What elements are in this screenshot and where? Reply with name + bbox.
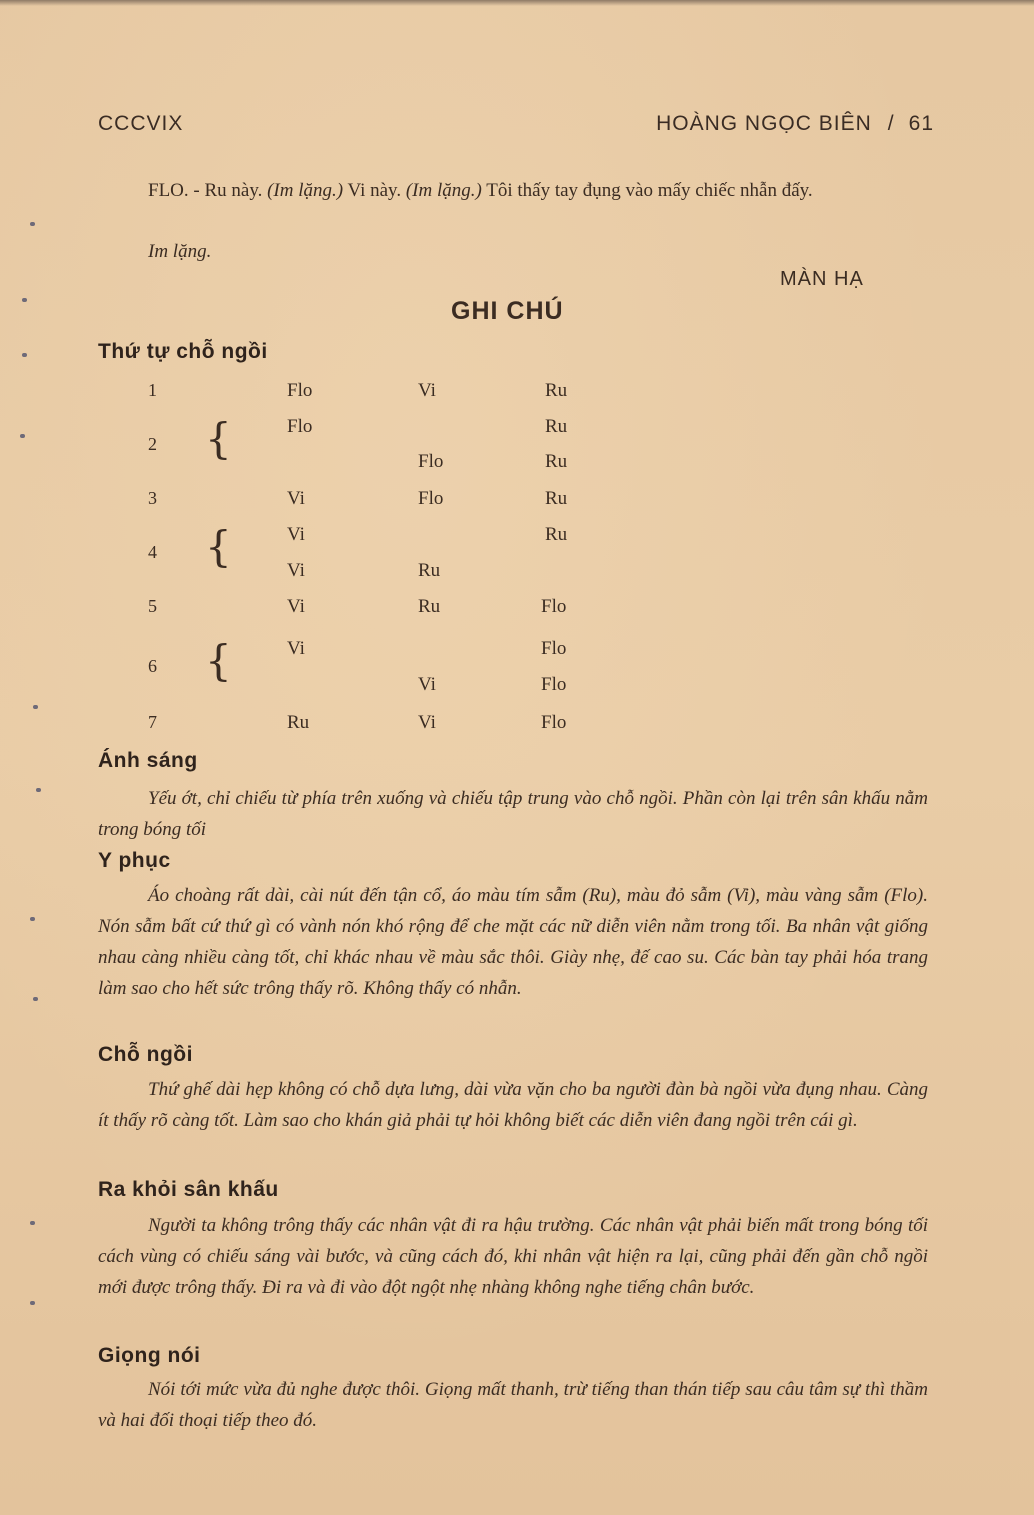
seat-cell: Ru	[545, 451, 568, 472]
margin-mark	[22, 353, 27, 357]
seat-cell: Vi	[287, 488, 305, 509]
seat-row-number: 5	[148, 596, 157, 616]
seat-cell: Vi	[418, 674, 436, 695]
exit-text: Người ta không trông thấy các nhân vật đi ra hậu trường. Các nhân vật phải biến mất trong bóng tối cách vùng có chiếu sáng vài bước, và cũng cách đó, khi nhân vật hiện ra lại, cũng phải đến gần chỗ ngồi mới được trông thấy. Đi ra và đi vào đột ngột nhẹ nhàng không nghe tiếng chân bước.	[98, 1215, 928, 1298]
margin-mark	[30, 1301, 35, 1305]
seat-cell: Flo	[287, 380, 313, 401]
running-header-left: CCCVIX	[98, 112, 184, 135]
seat-row-number: 6	[148, 656, 157, 676]
seat-row-number: 2	[148, 433, 157, 454]
seat-cell: Vi	[287, 524, 305, 545]
costume-heading: Y phục	[98, 849, 171, 872]
seat-cell: Flo	[541, 674, 567, 695]
seat-cell: Flo	[541, 712, 567, 733]
margin-mark	[33, 997, 38, 1001]
page-number: 61	[908, 112, 934, 135]
page-top-edge	[0, 0, 1034, 6]
lighting-text: Yếu ớt, chỉ chiếu từ phía trên xuống và chiếu tập trung vào chỗ ngồi. Phần còn lại trên sân khấu nằm trong bóng tối	[98, 788, 928, 840]
seat-cell: Ru	[545, 524, 568, 545]
margin-mark	[30, 1221, 35, 1225]
seat-cell: Ru	[545, 380, 568, 401]
seat-cell: Flo	[541, 638, 567, 659]
seat-cell: Ru	[287, 712, 310, 733]
speaker-name: FLO. -	[148, 180, 200, 201]
seat-cell: Vi	[418, 380, 436, 401]
dialogue-line: FLO. - Ru này. (Im lặng.) Vi này. (Im lặng.) Tôi thấy tay đụng vào mấy chiếc nhẫn đấy.	[148, 180, 813, 201]
brace-icon: {	[205, 414, 232, 463]
seat-cell: Flo	[541, 596, 567, 617]
voice-text: Nói tới mức vừa đủ nghe được thôi. Giọng mất thanh, trừ tiếng than thán tiếp sau câu tâm sự thì thầm và hai đối thoại tiếp theo đó.	[98, 1379, 928, 1431]
stage-direction: Im lặng.	[148, 241, 212, 262]
margin-mark	[22, 298, 27, 302]
margin-mark	[20, 434, 25, 438]
seat-cell: Flo	[287, 416, 313, 437]
header-separator: /	[887, 112, 895, 135]
margin-mark	[36, 788, 41, 792]
seat-cell: Ru	[545, 416, 568, 437]
notes-title: GHI CHÚ	[451, 297, 564, 325]
voice-heading: Giọng nói	[98, 1344, 201, 1367]
lighting-heading: Ánh sáng	[98, 749, 198, 772]
seat-cell: Vi	[287, 638, 305, 659]
brace-icon: {	[205, 522, 232, 571]
costume-text: Áo choàng rất dài, cài nút đến tận cổ, áo màu tím sẫm (Ru), màu đỏ sẫm (Vi), màu vàng sẫm (Flo). Nón sẫm bất cứ thứ gì có vành nón khó rộng để che mặt các nữ diễn viên nằm trong tối. Ba nhân vật giống nhau càng nhiều càng tốt, chỉ khác nhau về màu sắc thôi. Giày nhẹ, đế cao su. Các bàn tay phải hóa trang làm sao cho hết sức trông thấy rõ. Không thấy có nhẫn.	[98, 885, 928, 999]
running-header-right	[656, 112, 934, 136]
seat-cell: Vi	[287, 596, 305, 617]
seat-cell: Ru	[418, 596, 441, 617]
author-name: HOÀNG NGỌC BIÊN	[656, 112, 872, 135]
seat-cell: Ru	[545, 488, 568, 509]
margin-mark	[33, 705, 38, 709]
seat-row-number: 7	[148, 712, 157, 732]
seat-cell: Flo	[418, 451, 444, 472]
seating-heading: Thứ tự chỗ ngồi	[98, 340, 268, 363]
margin-mark	[30, 222, 35, 226]
seat-row-number: 1	[148, 380, 157, 400]
exit-heading: Ra khỏi sân khấu	[98, 1178, 279, 1201]
margin-mark	[30, 917, 35, 921]
seat-cell: Vi	[418, 712, 436, 733]
seat-cell: Flo	[418, 488, 444, 509]
seat-cell: Ru	[418, 560, 441, 581]
brace-icon: {	[205, 636, 232, 685]
seat-row-number: 4	[148, 542, 157, 562]
curtain-falls: MÀN HẠ	[780, 268, 864, 290]
seat-text: Thứ ghế dài hẹp không có chỗ dựa lưng, dài vừa vặn cho ba người đàn bà ngồi vừa đụng nhau. Càng ít thấy rõ càng tốt. Làm sao cho khán giả phải tự hỏi không biết các diễn viên đang ngồi trên cái gì.	[98, 1079, 928, 1131]
seat-heading: Chỗ ngồi	[98, 1043, 193, 1066]
seat-row-number: 3	[148, 488, 157, 508]
seat-cell: Vi	[287, 560, 305, 581]
